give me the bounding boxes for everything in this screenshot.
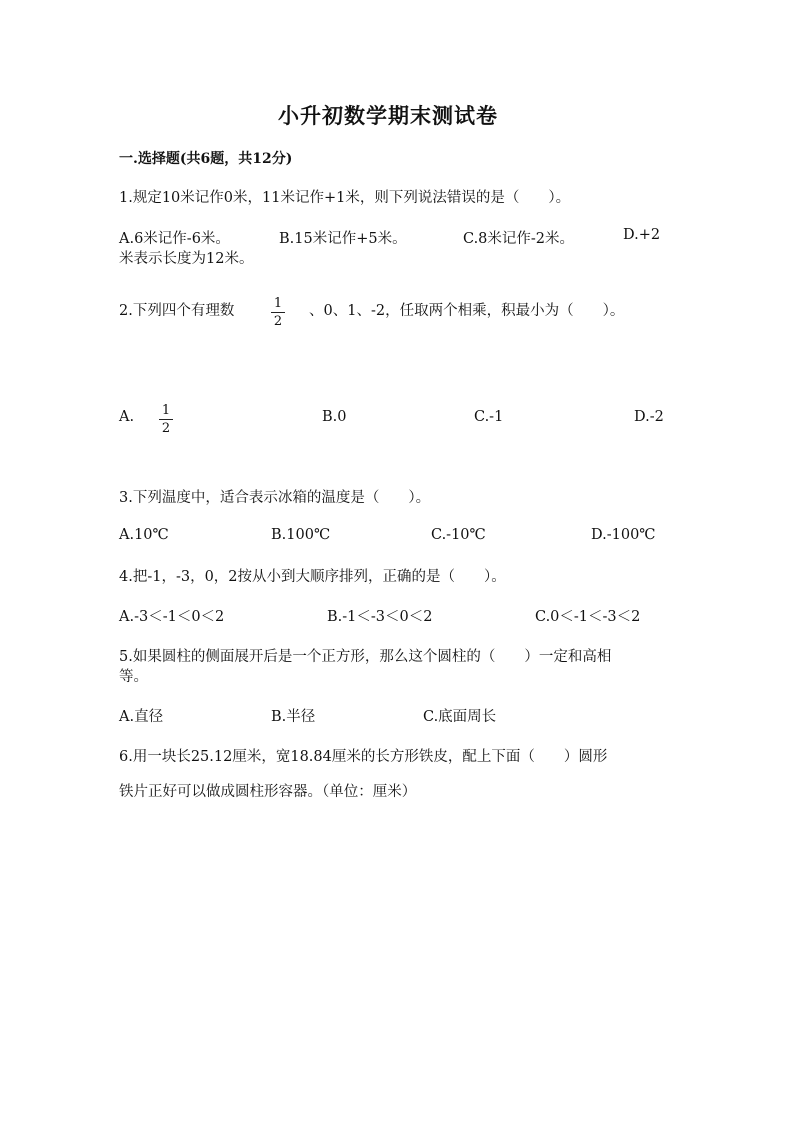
fraction-bar	[271, 312, 285, 313]
fraction-numerator: 1	[273, 296, 283, 311]
question-5-option-b: B.半径	[271, 709, 316, 725]
question-1-option-d-continued: 米表示长度为12米。	[119, 251, 254, 267]
question-6-stem-line-1: 6.用一块长25.12厘米，宽18.84厘米的长方形铁皮，配上下面（ ）圆形	[119, 749, 608, 765]
question-1-option-d: D.+2	[623, 227, 661, 243]
question-1-stem: 1.规定10米记作0米，11米记作+1米，则下列说法错误的是（ ）。	[119, 190, 571, 206]
question-6-stem-line-2: 铁片正好可以做成圆柱形容器。（单位：厘米）	[119, 784, 417, 800]
section-heading: 一.选择题(共6题，共12分)	[119, 151, 293, 167]
question-1-option-c: C.8米记作-2米。	[463, 231, 575, 247]
question-1-option-a: A.6米记作-6米。	[119, 231, 230, 247]
question-3-option-a: A.10℃	[119, 527, 169, 543]
fraction-bar	[159, 419, 173, 420]
question-4-stem: 4.把-1，-3，0，2按从小到大顺序排列，正确的是（ ）。	[119, 569, 506, 585]
question-3-option-c: C.-10℃	[431, 527, 486, 543]
question-3-option-d: D.-100℃	[591, 527, 656, 543]
question-5-stem-line-2: 等。	[119, 669, 148, 685]
question-5-option-c: C.底面周长	[423, 709, 497, 725]
question-4-option-c: C.0＜-1＜-3＜2	[535, 609, 641, 625]
question-2-option-b: B.0	[322, 409, 347, 425]
question-2-option-c: C.-1	[474, 409, 504, 425]
page-title: 小升初数学期末测试卷	[278, 103, 498, 128]
fraction-denominator: 2	[161, 421, 171, 436]
question-4-option-a: A.-3＜-1＜0＜2	[119, 609, 225, 625]
question-2-option-a: A.	[119, 409, 135, 425]
option-a-fraction-half	[159, 404, 173, 435]
question-3-option-b: B.100℃	[271, 527, 331, 543]
question-2-stem-end: 、0、1、-2，任取两个相乘，积最小为（ ）。	[309, 303, 625, 319]
question-4-option-b: B.-1＜-3＜0＜2	[327, 609, 433, 625]
question-3-stem: 3.下列温度中，适合表示冰箱的温度是（ ）。	[119, 490, 431, 506]
fraction-numerator: 1	[161, 403, 171, 418]
question-5-option-a: A.直径	[119, 709, 164, 725]
question-2-stem-start: 2.下列四个有理数	[119, 303, 235, 319]
question-1-option-b: B.15米记作+5米。	[279, 231, 407, 247]
fraction-half	[271, 297, 285, 328]
fraction-denominator: 2	[273, 314, 283, 329]
question-5-stem-line-1: 5.如果圆柱的侧面展开后是一个正方形，那么这个圆柱的（ ）一定和高相	[119, 649, 612, 665]
question-2-option-d: D.-2	[634, 409, 664, 425]
